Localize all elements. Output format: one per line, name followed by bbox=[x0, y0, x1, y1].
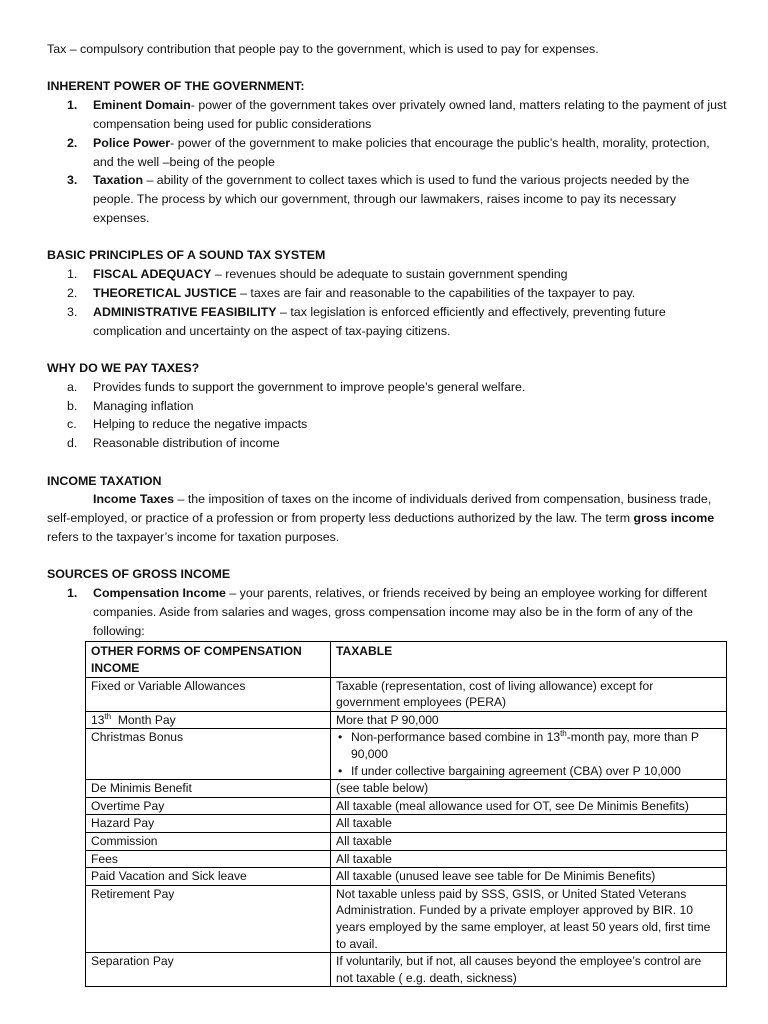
table-cell: All taxable (meal allowance used for OT, see De Minimis Benefits) bbox=[331, 797, 727, 815]
table-row bbox=[86, 953, 727, 987]
table-cell: Retirement Pay bbox=[86, 885, 331, 952]
table-cell: Taxable (representation, cost of living allowance) except for government employees (PERA) bbox=[331, 677, 727, 711]
table-cell: De Minimis Benefit bbox=[86, 780, 331, 798]
list-item: 2. Police Power- power of the government to make policies that encourage the public’s health, morality, protection, and the well –being of the people bbox=[67, 135, 710, 169]
list-item: • Non-performance based combine in 13th-month pay, more than P 90,000 bbox=[336, 729, 720, 762]
why-pay-taxes-heading: WHY DO WE PAY TAXES? bbox=[47, 360, 200, 375]
table-cell: Paid Vacation and Sick leave bbox=[86, 868, 331, 886]
principles-list bbox=[47, 265, 728, 340]
table-cell: All taxable (unused leave see table for De Minimis Benefits) bbox=[331, 868, 727, 886]
sources-gross-income-heading: SOURCES OF GROSS INCOME bbox=[47, 567, 231, 582]
inherent-power-list bbox=[47, 96, 728, 228]
table-row bbox=[86, 815, 727, 833]
table-cell: Christmas Bonus bbox=[86, 729, 331, 780]
list-item: 1. Compensation Income – your parents, relatives, or friends received by being an employee working for different companies. Aside from salaries and wages, gross compensation income may also be in the form of any of the following: bbox=[67, 586, 708, 638]
christmas-bonus-bullets bbox=[336, 729, 720, 779]
table-cell: All taxable bbox=[331, 833, 727, 851]
table-row bbox=[86, 711, 727, 729]
why-pay-taxes-list bbox=[47, 378, 728, 453]
table-cell: More that P 90,000 bbox=[331, 711, 727, 729]
table-cell: Separation Pay bbox=[86, 953, 331, 987]
table-cell: All taxable bbox=[331, 850, 727, 868]
table-cell: 13th Month Pay bbox=[86, 711, 331, 729]
principles-heading: BASIC PRINCIPLES OF A SOUND TAX SYSTEM bbox=[47, 248, 326, 263]
list-item: 3. ADMINISTRATIVE FEASIBILITY – tax legislation is enforced efficiently and effectively, preventing future complication and uncertainty on the aspect of tax-paying citizens. bbox=[67, 304, 666, 338]
compensation-income-table bbox=[85, 641, 727, 987]
table-header-cell: TAXABLE bbox=[331, 642, 727, 677]
table-cell: Fees bbox=[86, 850, 331, 868]
table-cell: If voluntarily, but if not, all causes beyond the employee’s control are not taxable ( e.g. death, sickness) bbox=[331, 953, 727, 987]
sources-list bbox=[47, 584, 728, 640]
table-row bbox=[86, 677, 727, 711]
income-taxation-paragraph: Income Taxes – the imposition of taxes on the income of individuals derived from compensation, business trade, self-employed, or practice of a profession or from property less deductions authorized by the law. The term gross income refers to the taxpayer’s income for taxation purposes. bbox=[47, 492, 715, 544]
list-item: a. Provides funds to support the government to improve people’s general welfare. bbox=[67, 379, 526, 394]
table-row bbox=[86, 729, 727, 780]
list-item: 2. THEORETICAL JUSTICE – taxes are fair and reasonable to the capabilities of the taxpayer to pay. bbox=[67, 285, 636, 300]
list-item: c. Helping to reduce the negative impacts bbox=[67, 417, 308, 432]
table-cell: All taxable bbox=[331, 815, 727, 833]
table-cell: Not taxable unless paid by SSS, GSIS, or United Stated Veterans Administration. Funded by a private employer approved by BIR. 10 years employed by the same employer, at least 50 years old, first time to avail. bbox=[331, 885, 727, 952]
table-header-row bbox=[86, 642, 727, 677]
list-item: 3. Taxation – ability of the government to collect taxes which is used to fund the various projects needed by the people. The process by which our government, through our lawmakers, raises income to pay its necessary expenses. bbox=[67, 173, 690, 225]
table-cell: (see table below) bbox=[331, 780, 727, 798]
table-row bbox=[86, 833, 727, 851]
intro-text: Tax – compulsory contribution that people pay to the government, which is used to pay for expenses. bbox=[47, 42, 599, 56]
list-item: b. Managing inflation bbox=[67, 398, 194, 413]
table-cell: Overtime Pay bbox=[86, 797, 331, 815]
table-row bbox=[86, 885, 727, 952]
table-cell: Hazard Pay bbox=[86, 815, 331, 833]
table-row bbox=[86, 780, 727, 798]
table-row bbox=[86, 797, 727, 815]
table-row bbox=[86, 868, 727, 886]
table-cell bbox=[331, 729, 727, 780]
list-item: 1. Eminent Domain- power of the government takes over privately owned land, matters relating to the payment of just compensation being used for public considerations bbox=[67, 98, 727, 131]
table-header-cell: OTHER FORMS OF COMPENSATION INCOME bbox=[86, 642, 331, 677]
table-cell: Commission bbox=[86, 833, 331, 851]
table-cell: Fixed or Variable Allowances bbox=[86, 677, 331, 711]
table-row bbox=[86, 850, 727, 868]
list-item: 1. FISCAL ADEQUACY – revenues should be adequate to sustain government spending bbox=[67, 267, 568, 282]
list-item: d. Reasonable distribution of income bbox=[67, 436, 280, 451]
list-item: • If under collective bargaining agreement (CBA) over P 10,000 bbox=[336, 763, 720, 780]
income-taxation-heading: INCOME TAXATION bbox=[47, 473, 162, 488]
inherent-power-heading: INHERENT POWER OF THE GOVERNMENT: bbox=[47, 79, 305, 94]
